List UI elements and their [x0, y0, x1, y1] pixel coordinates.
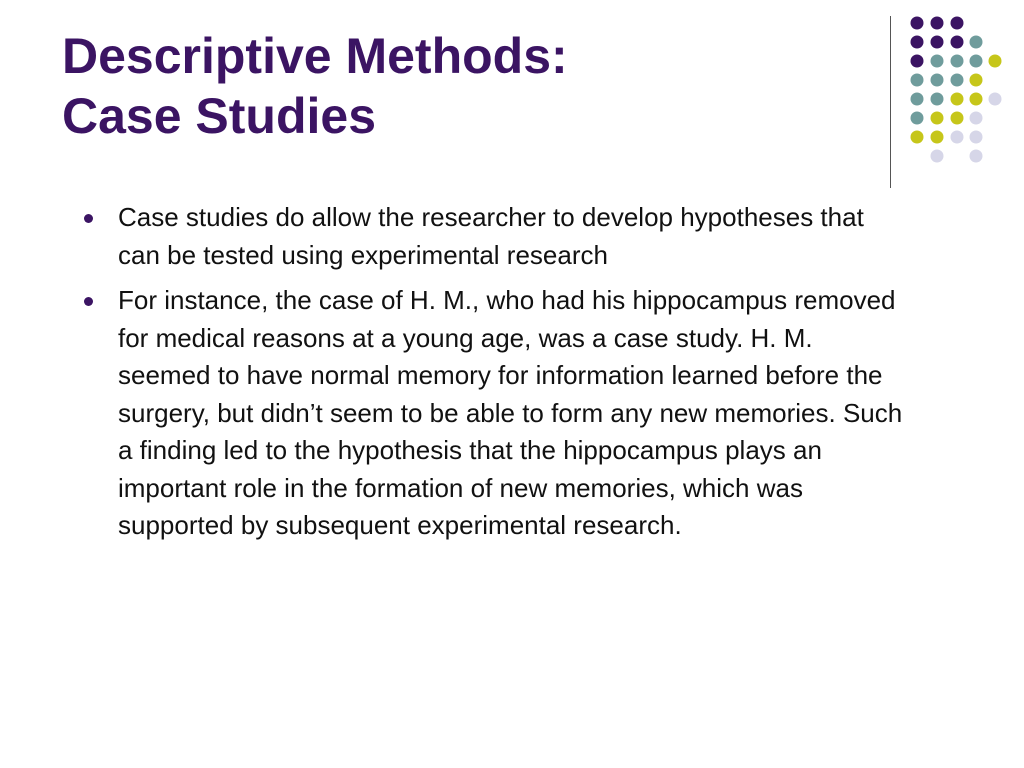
decor-dot: [951, 93, 964, 106]
decor-dot: [989, 55, 1002, 68]
bullet-marker: [84, 214, 93, 223]
decor-dot: [911, 55, 924, 68]
decor-dot: [911, 93, 924, 106]
decor-dot: [911, 112, 924, 125]
decor-dot: [931, 131, 944, 144]
decor-dot: [970, 93, 983, 106]
decor-dot: [951, 131, 964, 144]
bullet-text: For instance, the case of H. M., who had his hippocampus removed for medical reasons at a young age, was a case study. H. M. seemed to have normal memory for information learned before the surgery, but didn’t seem to be able to form any new memories. Such a finding led to the hypothesis that the hippocampus plays an important role in the formation of new memories, which was supported by subsequent experimental research.: [118, 285, 903, 540]
decor-dot: [911, 74, 924, 87]
decor-dot: [931, 17, 944, 30]
decor-dot: [951, 74, 964, 87]
decor-dot: [951, 55, 964, 68]
decor-dot: [951, 36, 964, 49]
slide-title-line-2: Case Studies: [62, 88, 377, 144]
decor-dot: [931, 55, 944, 68]
decor-dot: [931, 36, 944, 49]
decor-dot: [911, 17, 924, 30]
decor-dot: [931, 150, 944, 163]
decor-dot: [931, 74, 944, 87]
decor-dot: [970, 36, 983, 49]
decor-dot: [970, 112, 983, 125]
bullet-item: [76, 282, 906, 545]
slide-title-line-1: Descriptive Methods:: [62, 28, 568, 84]
decor-dot: [951, 112, 964, 125]
bullet-list: [76, 199, 906, 553]
decor-dot: [951, 17, 964, 30]
decor-dot: [911, 131, 924, 144]
bullet-marker: [84, 297, 93, 306]
bullet-item: [76, 199, 906, 274]
decor-dot: [931, 93, 944, 106]
decor-dot: [989, 93, 1002, 106]
decor-dot: [970, 55, 983, 68]
decor-dot: [931, 112, 944, 125]
decor-dot: [911, 36, 924, 49]
decorative-dot-grid: [0, 0, 1024, 200]
bullet-text: Case studies do allow the researcher to develop hypotheses that can be tested using experimental research: [118, 202, 864, 270]
decor-dot: [970, 131, 983, 144]
decor-dot: [970, 74, 983, 87]
decor-dot: [970, 150, 983, 163]
